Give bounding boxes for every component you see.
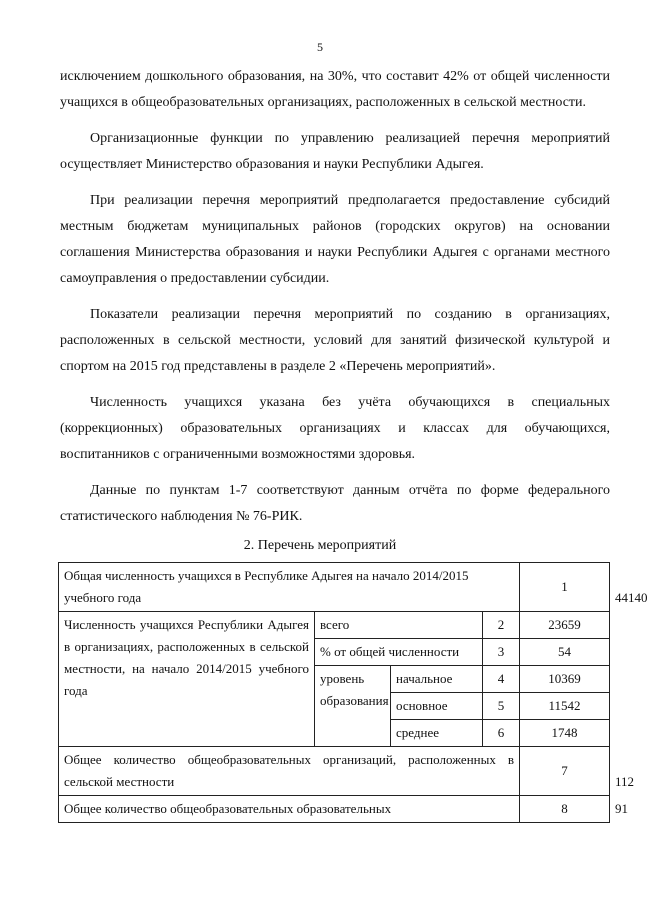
page-number: 5 [317,40,323,54]
row-number: 8 [520,796,610,823]
row-number: 2 [483,612,520,639]
row-number: 7 [520,747,610,796]
level-label: уровень образования [315,666,391,747]
paragraph: Организационные функции по управлению реализацией перечня мероприятий осуществляет Министерство образования и науки Республики Адыгея. [60,131,610,172]
table-row: Общая численность учащихся в Республике Адыгея на начало 2014/2015 учебного года 1 44140 [59,563,610,612]
row-number: 4 [483,666,520,693]
row-label: Общее количество общеобразовательных организаций, расположенных в сельской местности [59,747,520,796]
row-value: 23659 [520,612,610,639]
paragraph: Численность учащихся указана без учёта обучающихся в специальных (коррекционных) образовательных организациях и классах для обучающихся, воспитанников с ограниченными возможностями здоровья. [60,395,610,462]
level-name: среднее [391,720,483,747]
share-label: % от общей численности [315,639,483,666]
measures-table [58,562,648,823]
paragraph: Данные по пунктам 1-7 соответствуют данным отчёта по форме федерального статистического наблюдения № 76-РИК. [60,483,610,524]
row-label: Общая численность учащихся в Республике Адыгея на начало 2014/2015 учебного года [59,563,520,612]
row-value: 10369 [520,666,610,693]
paragraph: Показатели реализации перечня мероприятий по созданию в организациях, расположенных в сельской местности, условий для занятий физической культурой и спортом на 2015 год представлены в разделе 2 «Перечень мероприятий». [60,307,610,374]
row-value: 54 [520,639,610,666]
row-number: 6 [483,720,520,747]
paragraph: исключением дошкольного образования, на 30%, что составит 42% от общей численности учащихся в общеобразовательных организациях, расположенных в сельской местности. [60,69,610,110]
total-label: всего [315,612,483,639]
table-row: Общее количество общеобразовательных организаций, расположенных в сельской местности 7 112 [59,747,610,796]
row-number: 5 [483,693,520,720]
paragraph: При реализации перечня мероприятий предполагается предоставление субсидий местным бюджетам муниципальных районов (городских округов) на основании соглашения Министерства образования и науки Республики Адыгея с органами местного самоуправления о предоставлении субсидии. [60,193,610,286]
level-name: основное [391,693,483,720]
row-number: 3 [483,639,520,666]
body-text [60,64,610,540]
row-value: 1748 [520,720,610,747]
group-label: Численность учащихся Республики Адыгея в организациях, расположенных в сельской местности, на начало 2014/2015 учебного года [59,612,315,747]
level-name: начальное [391,666,483,693]
row-number: 1 [520,563,610,612]
section-title: 2. Перечень мероприятий [243,538,397,553]
row-label: Общее количество общеобразовательных образовательных [59,796,520,823]
table-row: Общее количество общеобразовательных образовательных 8 91 [59,796,610,823]
row-value: 11542 [520,693,610,720]
table-row [59,612,610,639]
